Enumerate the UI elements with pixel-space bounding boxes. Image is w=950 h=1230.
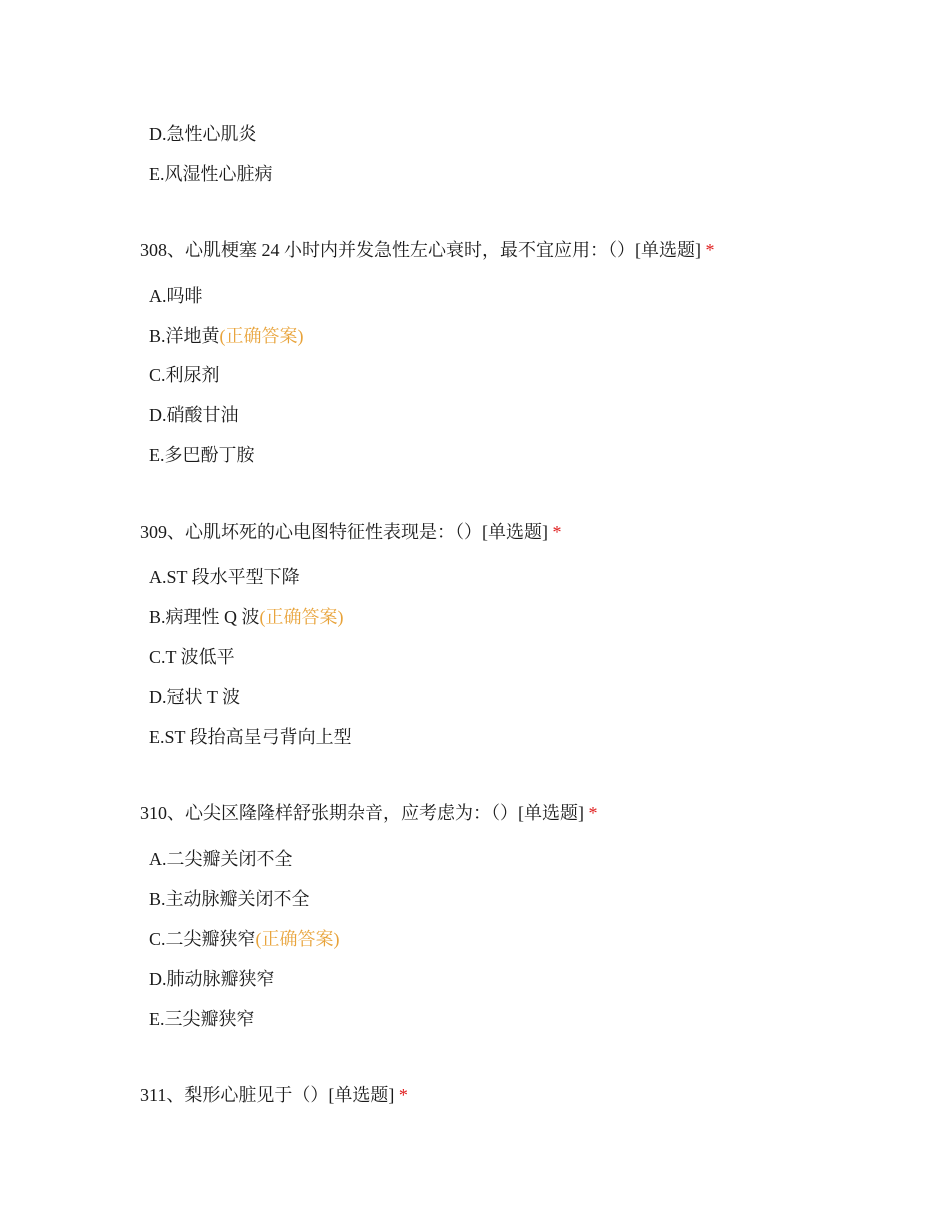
- option-309-c: C.T 波低平: [149, 647, 235, 667]
- option-310-b: B.主动脉瓣关闭不全: [149, 889, 310, 909]
- question-text: 308、心肌梗塞 24 小时内并发急性左心衰时，最不宜应用：（）[单选题]: [140, 240, 701, 260]
- option-308-d: D.硝酸甘油: [149, 405, 239, 425]
- option-309-d: D.冠状 T 波: [149, 687, 241, 707]
- required-asterisk: *: [588, 803, 598, 823]
- correct-answer-marker: (正确答案): [259, 607, 344, 627]
- required-asterisk: *: [552, 522, 562, 542]
- option-prev-e: E.风湿性心脏病: [149, 164, 273, 184]
- option-309-e: E.ST 段抬高呈弓背向上型: [149, 727, 352, 747]
- option-prev-d: D.急性心肌炎: [149, 124, 257, 144]
- question-311-title: [140, 1083, 408, 1107]
- question-text: 311、梨形心脏见于（）[单选题]: [140, 1085, 395, 1105]
- question-309-title: [140, 520, 562, 544]
- question-text: 310、心尖区隆隆样舒张期杂音，应考虑为：（）[单选题]: [140, 803, 584, 823]
- correct-answer-marker: (正确答案): [255, 929, 340, 949]
- question-text: 309、心肌坏死的心电图特征性表现是：（）[单选题]: [140, 522, 548, 542]
- option-308-e: E.多巴酚丁胺: [149, 445, 255, 465]
- option-310-c: C.二尖瓣狭窄(正确答案): [149, 929, 340, 949]
- question-310-title: [140, 801, 598, 825]
- option-309-b: B.病理性 Q 波(正确答案): [149, 607, 344, 627]
- option-310-d: D.肺动脉瓣狭窄: [149, 969, 275, 989]
- correct-answer-marker: (正确答案): [219, 326, 304, 346]
- option-308-a: A.吗啡: [149, 286, 203, 306]
- required-asterisk: *: [398, 1085, 408, 1105]
- option-308-b: B.洋地黄(正确答案): [149, 326, 304, 346]
- option-310-e: E.三尖瓣狭窄: [149, 1009, 255, 1029]
- required-asterisk: *: [705, 240, 715, 260]
- option-310-a: A.二尖瓣关闭不全: [149, 849, 293, 869]
- question-308-title: [140, 238, 715, 262]
- option-309-a: A.ST 段水平型下降: [149, 567, 300, 587]
- option-308-c: C.利尿剂: [149, 365, 220, 385]
